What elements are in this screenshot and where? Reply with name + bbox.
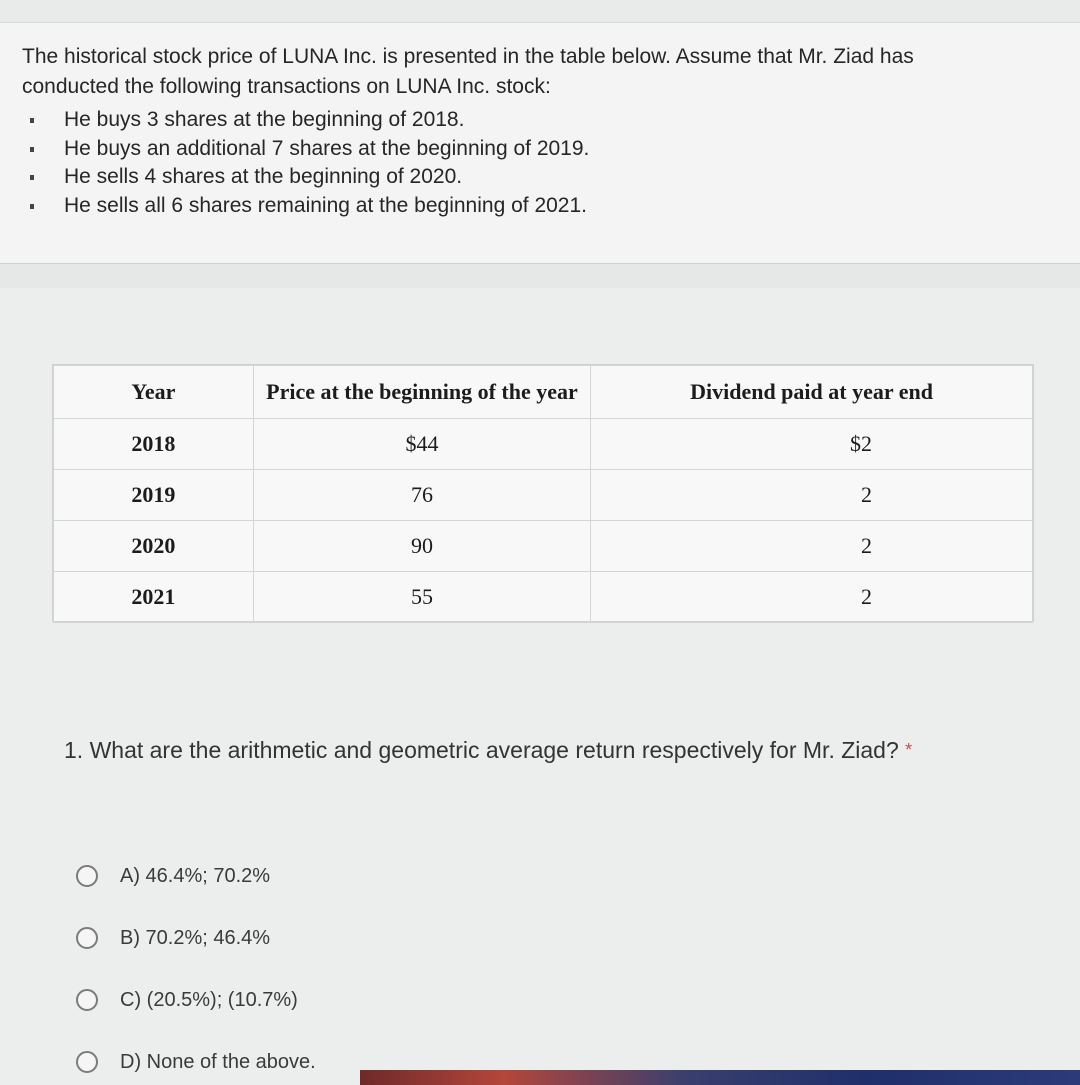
transaction-text: He sells all 6 shares remaining at the beginning of 2021. — [64, 193, 587, 217]
transaction-text: He buys 3 shares at the beginning of 2018. — [64, 108, 465, 131]
intro-paragraph: The historical stock price of LUNA Inc. is presented in the table below. Assume that Mr. Ziad has conducted the following transactions on LUNA Inc. stock: — [22, 45, 914, 98]
cell-year: 2018 — [54, 419, 254, 470]
option-a[interactable] — [70, 845, 316, 907]
cell-dividend: $2 — [591, 419, 1033, 470]
radio-button-icon[interactable] — [76, 865, 98, 887]
header-year: Year — [54, 366, 254, 419]
transaction-text: He sells 4 shares at the beginning of 2020. — [64, 165, 463, 188]
option-label[interactable]: B) 70.2%; 46.4% — [120, 926, 271, 949]
question-title — [64, 728, 964, 772]
bullet-icon — [30, 204, 34, 209]
cell-year: 2019 — [54, 470, 254, 521]
list-item — [22, 192, 589, 221]
cell-price: 55 — [253, 572, 590, 623]
cell-year: 2021 — [54, 572, 254, 623]
option-c[interactable] — [70, 969, 316, 1031]
cell-year: 2020 — [54, 521, 254, 572]
table-row — [54, 521, 1033, 572]
cell-price: 90 — [253, 521, 590, 572]
cell-price: 76 — [253, 470, 590, 521]
required-asterisk: * — [905, 740, 913, 760]
table-row — [54, 419, 1033, 470]
table-header-row — [54, 366, 1033, 419]
list-item — [22, 106, 589, 135]
option-label[interactable]: A) 46.4%; 70.2% — [120, 864, 271, 887]
table-row — [54, 572, 1033, 623]
option-b[interactable] — [70, 907, 316, 969]
transaction-list — [22, 106, 589, 220]
cell-dividend: 2 — [591, 572, 1033, 623]
header-price: Price at the beginning of the year — [253, 366, 590, 419]
list-item — [22, 163, 589, 192]
radio-button-icon[interactable] — [76, 1051, 98, 1073]
bullet-icon — [30, 118, 34, 123]
answer-options — [70, 845, 316, 1085]
transaction-text: He buys an additional 7 shares at the beginning of 2019. — [64, 136, 590, 160]
option-label[interactable]: C) (20.5%); (10.7%) — [120, 988, 298, 1011]
taskbar-strip — [360, 1070, 1080, 1085]
table-row — [54, 470, 1033, 521]
option-d[interactable] — [70, 1031, 316, 1085]
price-table-container — [52, 364, 1034, 622]
header-dividend: Dividend paid at year end — [591, 366, 1033, 419]
cell-dividend: 2 — [591, 470, 1033, 521]
cell-dividend: 2 — [591, 521, 1033, 572]
bullet-icon — [30, 175, 34, 180]
option-label[interactable]: D) None of the above. — [120, 1050, 316, 1073]
list-item — [22, 135, 589, 164]
radio-button-icon[interactable] — [76, 989, 98, 1011]
radio-button-icon[interactable] — [76, 927, 98, 949]
question-text: 1. What are the arithmetic and geometric average return respectively for Mr. Ziad? — [64, 737, 899, 763]
cell-price: $44 — [253, 419, 590, 470]
bullet-icon — [30, 147, 34, 152]
price-table — [53, 365, 1033, 623]
